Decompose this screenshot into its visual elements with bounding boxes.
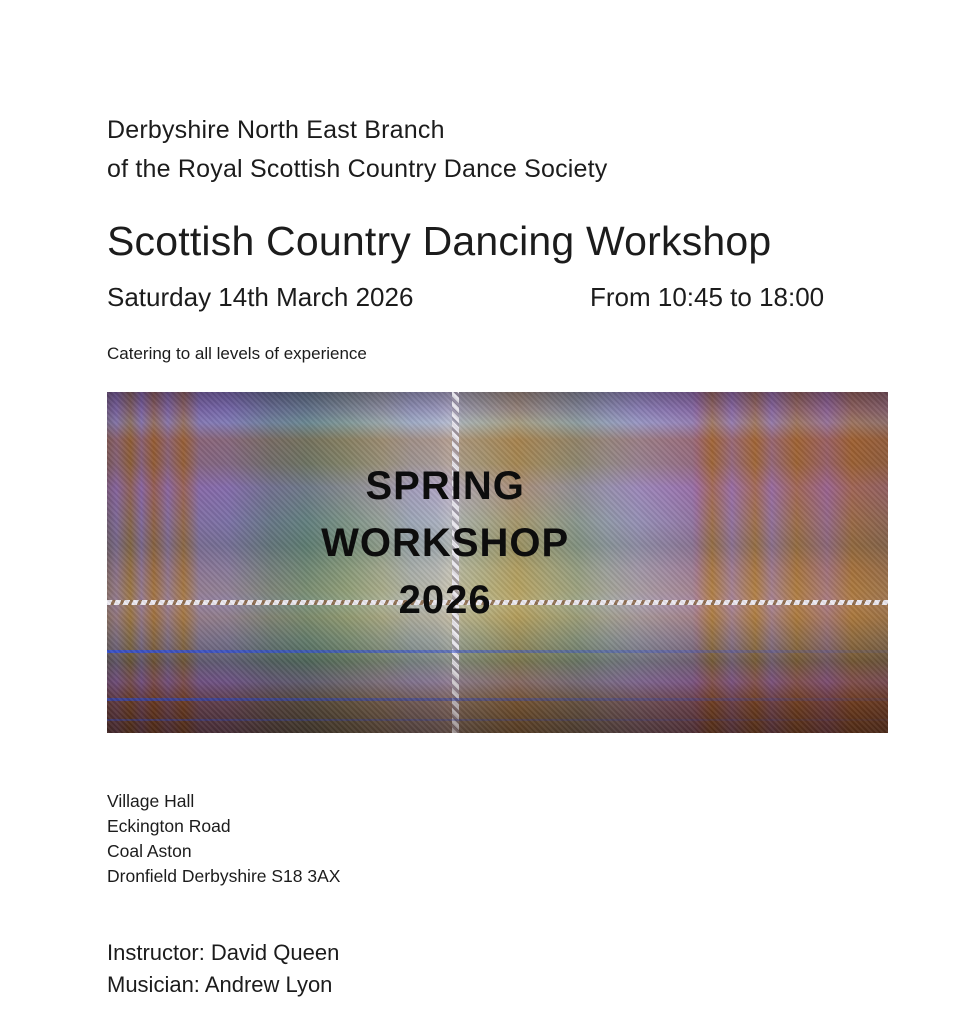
event-date: Saturday 14th March 2026 <box>107 282 414 312</box>
banner-caption-line-2: WORKSHOP <box>321 521 570 565</box>
schedule-row <box>0 279 971 315</box>
venue-address <box>107 789 340 889</box>
venue-line-3: Coal Aston <box>107 841 192 861</box>
venue-line-1: Village Hall <box>107 791 195 811</box>
organisation-header <box>107 111 608 189</box>
experience-tagline: Catering to all levels of experience <box>107 344 367 363</box>
event-title: Scottish Country Dancing Workshop <box>107 218 772 264</box>
instructor-line: Instructor: David Queen <box>107 940 340 965</box>
organisation-line-1: Derbyshire North East Branch <box>107 116 445 144</box>
banner-caption-line-3: 2026 <box>398 578 492 622</box>
organisation-line-2: of the Royal Scottish Country Dance Society <box>107 155 608 183</box>
event-time: From 10:45 to 18:00 <box>590 282 825 312</box>
venue-line-4: Dronfield Derbyshire S18 3AX <box>107 866 341 886</box>
tartan-photo <box>107 392 888 733</box>
musician-line: Musician: Andrew Lyon <box>107 972 333 997</box>
banner-caption <box>107 458 783 629</box>
banner-caption-line-1: SPRING <box>365 464 525 508</box>
venue-line-2: Eckington Road <box>107 816 231 836</box>
people-block <box>107 937 339 1001</box>
